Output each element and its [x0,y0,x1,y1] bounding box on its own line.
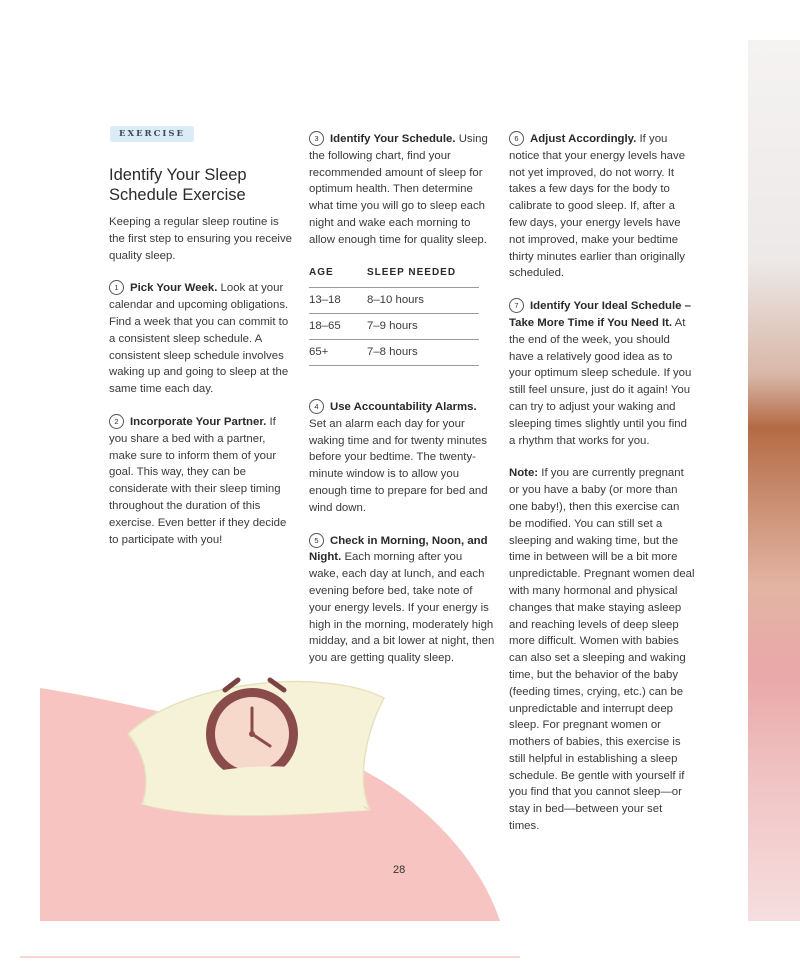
step-5 [309,533,495,667]
exercise-tag: EXERCISE [110,126,194,142]
step-heading: Use Accountability Alarms. [330,401,477,413]
step-number-icon: 2 [109,414,124,429]
step-number-icon: 5 [309,533,324,548]
table-header-sleep: SLEEP NEEDED [367,265,479,288]
step-heading: Adjust Accordingly. [530,133,637,145]
step-number-icon: 3 [309,131,324,146]
step-body: Each morning after you wake, each day at lunch, and each evening before bed, take note of your energy levels. If your energy is high in the morning, moderately high midday, and a bit lower at night, then you are getting quality sleep. [309,551,495,665]
side-photo-strip [748,40,800,921]
table-cell: 7–8 hours [367,339,479,365]
step-body: Look at your calendar and upcoming obligations. Find a week that you can commit to a consistent sleep schedule. A consistent sleep schedule involves waking up and going to sleep at the same time each day. [109,282,289,396]
table-cell: 65+ [309,339,367,365]
step-body: At the end of the week, you should have a relatively good idea as to your optimum sleep schedule. If you still feel unsure, just do it again! You can try to adjust your waking and sleeping times slightly until you find a rhythm that works for you. [509,316,692,447]
step-1 [109,280,295,398]
pillow-clock-illustration [120,672,400,832]
step-heading: Check in Morning, Noon, and Night. [309,534,488,564]
bottom-rule [20,956,520,958]
table-cell: 18–65 [309,314,367,340]
step-heading: Pick Your Week. [130,282,218,295]
table-cell: 8–10 hours [367,288,479,314]
step-body: If you notice that your energy levels have not yet improved, do not worry. It takes a few days for the body to calibrate to good sleep. If, after a few days, your energy levels have not improved, make your bedtime thirty minutes earlier than originally scheduled. [509,133,686,280]
note-label: Note: [509,467,539,480]
step-2 [109,414,295,548]
step-heading: Incorporate Your Partner. [130,415,267,428]
column-2 [309,131,495,366]
step-number-icon: 6 [509,131,524,146]
step-number-icon: 1 [109,280,124,295]
note [509,465,695,835]
table-row [309,288,479,314]
table-row [309,314,479,340]
page-title: Identify Your Sleep Schedule Exercise [109,166,247,204]
step-body: Set an alarm each day for your waking time and for twenty minutes before your bedtime. The twenty-minute window is to allow you enough time to prepare for bed and wind down. [309,417,488,514]
step-7 [509,298,695,449]
step-body: Using the following chart, find your recommended amount of sleep for optimum health. Then determine what time you will go to sleep each night and wake each morning to allow enough time for quality sleep. [309,133,488,246]
column-2-lower [309,399,495,683]
table-cell: 7–9 hours [367,314,479,340]
step-heading: Identify Your Ideal Schedule – Take More Time if You Need It. [509,300,691,329]
table-header-age: AGE [309,265,367,288]
column-1 [109,214,295,564]
step-heading: Identify Your Schedule. [330,133,456,145]
step-body: If you share a bed with a partner, make sure to inform them of your goal. This way, they can be considerate with their sleep timing throughout the duration of this exercise. Even better if they decide to participate with you! [109,415,287,546]
step-6 [509,131,695,282]
table-cell: 13–18 [309,288,367,314]
table-row [309,339,479,365]
step-number-icon: 4 [309,399,324,414]
sleep-table [309,265,479,366]
intro-text: Keeping a regular sleep routine is the first step to ensuring you receive quality sleep. [109,216,292,262]
step-number-icon: 7 [509,298,524,313]
column-3 [509,131,695,851]
page-number: 28 [393,864,406,876]
note-body: If you are currently pregnant or you have a baby (or more than one baby!), then this exercise can be modified. You can still set a sleeping and waking time, but the time in between will be a bit more unpredictable. Pregnant women deal with many hormonal and physical changes that make staying asleep and reaching levels of deep sleep more difficult. Women with babies can also set a sleeping and waking time, but the behavior of the baby (feeding times, crying, etc.) can be unpredictable and interrupt deep sleep. For pregnant women or mothers of babies, this exercise is still helpful in establishing a sleep schedule. Be gentle with yourself if you find that you cannot sleep—or stay in bed—between your set times. [509,467,695,833]
table-header-row [309,265,479,288]
step-3 [309,131,495,249]
step-4 [309,399,495,517]
